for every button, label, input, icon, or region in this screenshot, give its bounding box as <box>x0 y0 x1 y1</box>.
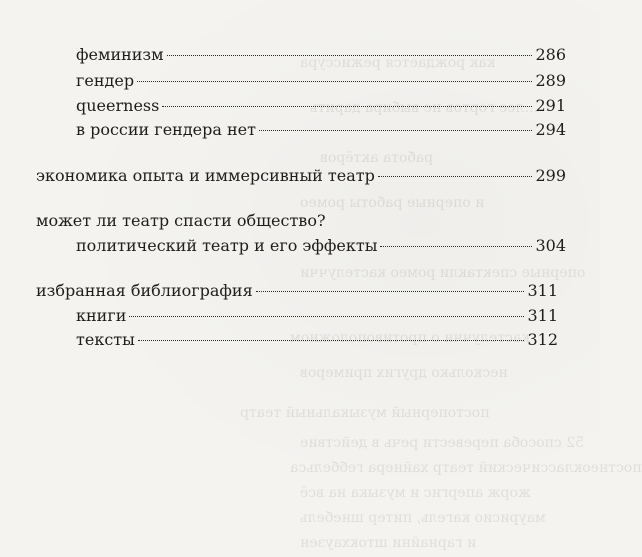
toc-entry-title: книги <box>76 306 127 325</box>
dot-leader <box>167 55 533 56</box>
dot-leader <box>380 246 532 247</box>
dot-leader <box>259 130 532 131</box>
toc-entry <box>76 330 558 350</box>
dot-leader <box>162 106 532 107</box>
toc-page-number: 291 <box>535 96 566 115</box>
toc-entry <box>76 45 566 65</box>
toc-entry-title: экономика опыта и иммерсивный театр <box>36 166 375 185</box>
dot-leader <box>256 291 525 292</box>
toc-entry <box>76 71 566 91</box>
toc-entry-title: политический театр и его эффекты <box>76 236 378 255</box>
toc-entry <box>76 120 566 140</box>
dot-leader <box>138 340 525 341</box>
toc-entry-title: в россии гендера нет <box>76 120 256 139</box>
toc-entry-title: тексты <box>76 330 135 349</box>
toc-page-number: 304 <box>535 236 566 255</box>
toc-section-heading: может ли театр спасти общество? <box>36 211 326 230</box>
toc-page-number: 299 <box>535 166 566 185</box>
toc-entry <box>76 236 566 256</box>
toc-page-number: 294 <box>535 120 566 139</box>
dot-leader <box>129 316 524 317</box>
toc-page-number: 312 <box>527 330 558 349</box>
toc-page-number: 311 <box>527 281 558 300</box>
toc-entry-title: феминизм <box>76 45 164 64</box>
toc-entry <box>76 306 558 326</box>
toc-page-number: 286 <box>535 45 566 64</box>
show-through-text: как рождается режиссура …лее гортов не выбира дарить работа актёров и оперные работы ромео оперные спектакли ромео кастелуччи кастелуччи о противоположном несколько других примеров постоперный музыкальный театр 52 способа перевести речь в действие постнеоклассический театр хайнера геббельса жорж апергис и музыка на всё маурисио кагель, питер шнебель и гарнайни штокхаузен <box>240 55 642 551</box>
toc-entry-title: гендер <box>76 71 135 90</box>
toc-entry <box>76 96 566 116</box>
toc-entry-title: избранная библиография <box>36 281 253 300</box>
dot-leader <box>137 81 532 82</box>
toc-entry-title: queerness <box>76 96 160 115</box>
dot-leader <box>378 176 533 177</box>
toc-entry <box>36 281 558 301</box>
toc-page-number: 289 <box>535 71 566 90</box>
toc-entry <box>36 166 566 186</box>
toc-page-number: 311 <box>527 306 558 325</box>
